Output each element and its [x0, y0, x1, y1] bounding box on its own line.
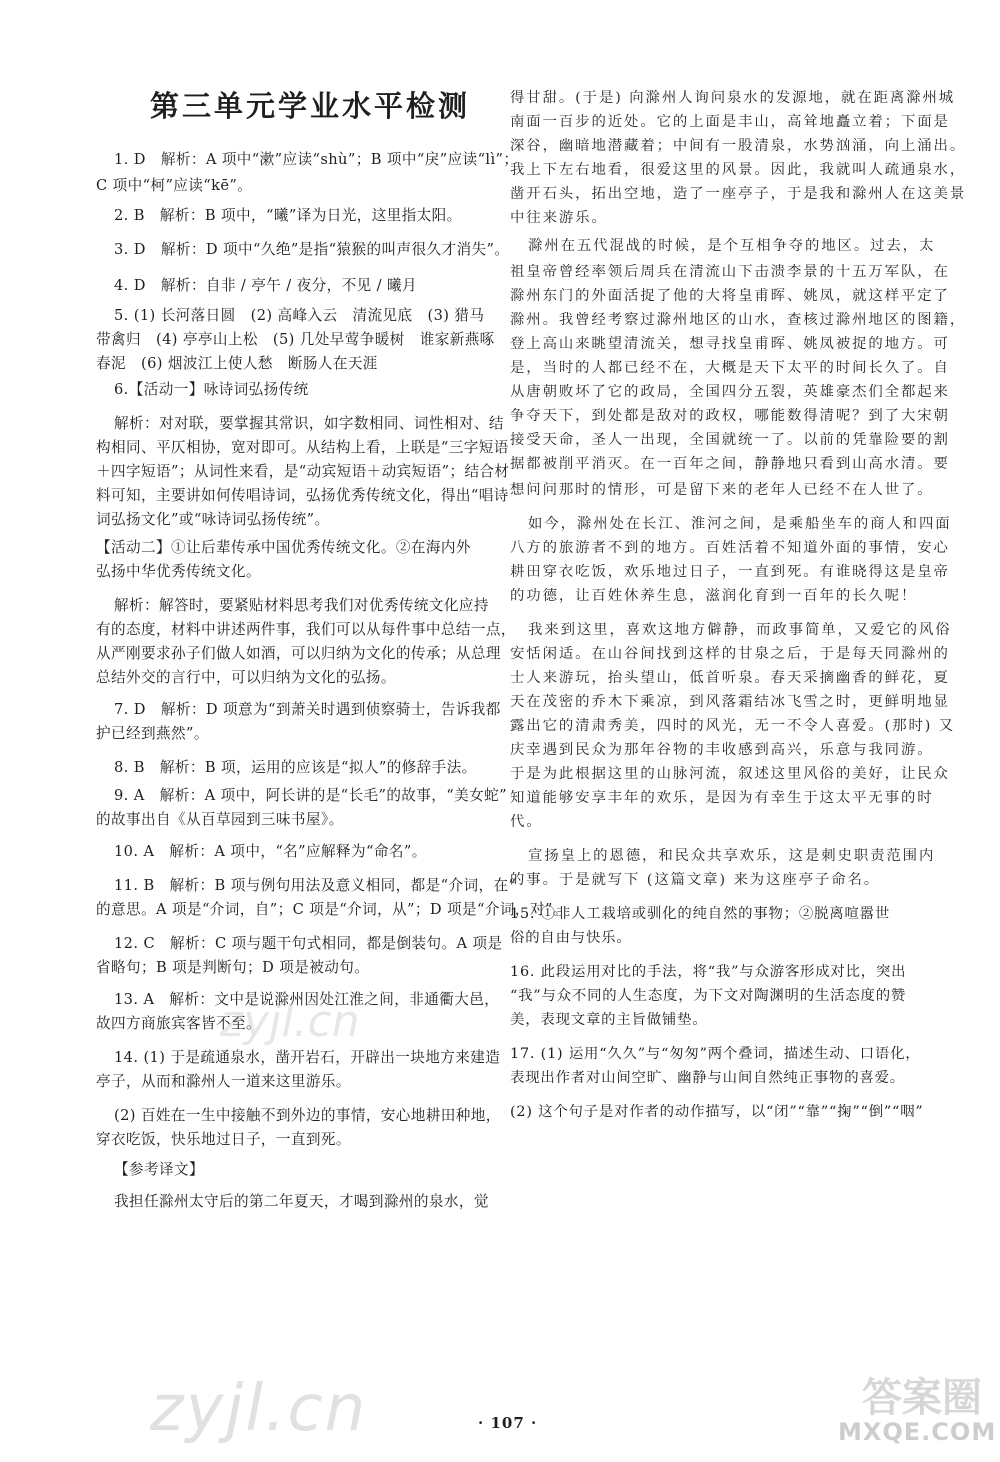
right-text-line: 如今，滁州处在长江、淮河之间，是乘船坐车的商人和四面 — [528, 516, 952, 532]
right-text-line: 从唐朝败坏了它的政局，全国四分五裂，英雄豪杰们全都起来 — [510, 384, 950, 400]
right-text-line: (2) 这个句子是对作者的动作描写，以“闭”“靠”“掬”“倒”“咽” — [510, 1104, 924, 1120]
left-text-line: C 项中“柯”应读“kē”。 — [96, 177, 253, 194]
left-text-line: 9. A 解析：A 项中，阿长讲的是“长毛”的故事，“美女蛇” — [114, 787, 507, 804]
left-text-line: 7. D 解析：D 项意为“到萧关时遇到侦察骑士，告诉我都 — [114, 701, 501, 718]
left-text-line: 弘扬中华优秀传统文化。 — [96, 563, 261, 580]
left-text-line: 构相同、平仄相协，宽对即可。从结构上看，上联是“三字短语 — [96, 439, 509, 456]
right-text-line: 知道能够安享丰年的欢乐，是因为有幸生于这太平无事的时 — [510, 790, 934, 806]
left-text-line: 的意思。A 项是“介词，自”；C 项是“介词，从”；D 项是“介词，对”。 — [96, 901, 568, 918]
page-title: 第三单元学业水平检测 — [150, 89, 471, 123]
right-text-line: 想问问那时的情形，可是留下来的老年人已经不在人世了。 — [510, 482, 934, 498]
left-text-line: 13. A 解析：文中是说滁州因处江淮之间，非通衢大邑， — [114, 991, 500, 1008]
right-text-line: 登上高山来眺望清流关，想寻找皇甫晖、姚凤被捉的地方。可 — [510, 336, 950, 352]
right-text-line: 南面一百步的近处。它的上面是丰山，高耸地矗立着；下面是 — [510, 114, 950, 130]
right-text-line: 于是为此根据这里的山脉河流，叙述这里风俗的美好，让民众 — [510, 766, 950, 782]
left-text-line: (2) 百姓在一生中接触不到外边的事情，安心地耕田种地， — [114, 1107, 501, 1124]
right-text-line: 滁州在五代混战的时候，是个互相争夺的地区。过去，太 — [528, 238, 936, 254]
right-text-line: 庆幸遇到民众为那年谷物的丰收感到高兴，乐意与我同游。 — [510, 742, 934, 758]
left-text-line: 带禽归 (4) 亭亭山上松 (5) 几处早莺争暖树 谁家新燕啄 — [96, 331, 495, 348]
right-text-line: 安恬闲适。在山谷间找到这样的甘泉之后，于是每天同滁州的 — [510, 646, 950, 662]
left-text-line: 5. (1) 长河落日圆 (2) 高峰入云 清流见底 (3) 猎马 — [114, 307, 485, 324]
right-text-line: “我”与众不同的人生态度，为下文对陶渊明的生活态度的赞 — [510, 988, 907, 1004]
left-text-line: 解析：对对联，要掌握其常识，如字数相同、词性相对、结 — [114, 415, 504, 432]
left-text-line: 从严刚要求孙子们做人如酒，可以归纳为文化的传承；从总理 — [96, 645, 501, 662]
left-text-line: 我担任滁州太守后的第二年夏天，才喝到滁州的泉水，觉 — [114, 1193, 489, 1210]
watermark-bottom-left: zyjl.cn — [150, 1372, 368, 1446]
right-text-line: 17. (1) 运用“久久”与“匆匆”两个叠词，描述生动、口语化， — [510, 1046, 921, 1062]
left-text-line: 【活动二】①让后辈传承中国优秀传统文化。②在海内外 — [96, 539, 471, 556]
watermark-logo: 答案圈 — [862, 1375, 982, 1421]
right-text-line: 16. 此段运用对比的手法，将“我”与众游客形成对比，突出 — [510, 964, 907, 980]
right-text-line: 八方的旅游者不到的地方。百姓活着不知道外面的事情，安心 — [510, 540, 950, 556]
left-text-line: 2. B 解析：B 项中，“曦”译为日光，这里指太阳。 — [114, 207, 462, 224]
left-text-line: 11. B 解析：B 项与例句用法及意义相同，都是“介词，在” — [114, 877, 517, 894]
left-text-line: 有的态度，材料中讲述两件事，我们可以从每件事中总结一点， — [96, 621, 516, 638]
right-text-line: 祖皇帝曾经率领后周兵在清流山下击溃李景的十五万军队，在 — [510, 264, 950, 280]
right-text-line: 露出它的清肃秀美，四时的风光，无一不令人喜爱。(那时) 又 — [510, 718, 956, 734]
left-text-line: 总结外交的言行中，可以归纳为文化的弘扬。 — [96, 669, 396, 686]
right-text-line: 滁州。我曾经考察过滁州地区的山水，查核过滁州地区的图籍， — [510, 312, 967, 328]
right-text-line: 争夺天下，到处都是敌对的政权，哪能数得清呢？到了大宋朝 — [510, 408, 950, 424]
left-text-line: 1. D 解析：A 项中“漱”应读“shù”；B 项中“戾”应读“lì”； — [114, 151, 519, 168]
right-text-line: 接受天命，圣人一出现，全国就统一了。以前的凭靠险要的割 — [510, 432, 950, 448]
right-text-line: 凿开石头，拓出空地，造了一座亭子，于是我和滁州人在这美景 — [510, 186, 967, 202]
left-text-line: 10. A 解析：A 项中，“名”应解释为“命名”。 — [114, 843, 427, 860]
left-text-line: 6.【活动一】咏诗词弘扬传统 — [114, 381, 309, 398]
right-text-line: 我来到这里，喜欢这地方僻静，而政事简单，又爱它的风俗 — [528, 622, 952, 638]
right-text-line: 滁州东门的外面活捉了他的大将皇甫晖、姚凤，就这样平定了 — [510, 288, 950, 304]
right-text-line: 中往来游乐。 — [510, 210, 608, 226]
right-text-line: 15. ①非人工栽培或驯化的纯自然的事物；②脱离喧嚣世 — [510, 906, 891, 922]
left-text-line: 词弘扬文化”或“咏诗词弘扬传统”。 — [96, 511, 330, 528]
right-text-line: 代。 — [510, 814, 543, 830]
right-text-line: 天在茂密的乔木下乘凉，到风落霜结冰飞雪之时，更鲜明地显 — [510, 694, 950, 710]
left-text-line: 亭子，从而和滁州人一道来这里游乐。 — [96, 1073, 351, 1090]
left-text-line: 料可知，主要讲如何传唱诗词，弘扬优秀传统文化，得出“唱诗 — [96, 487, 509, 504]
left-text-line: 省略句；B 项是判断句；D 项是被动句。 — [96, 959, 370, 976]
right-text-line: 士人来游玩，抬头望山，低首听泉。春天采摘幽香的鲜花，夏 — [510, 670, 950, 686]
left-text-line: 的故事出自《从百草园到三味书屋》。 — [96, 811, 344, 828]
left-text-line: 8. B 解析：B 项，运用的应该是“拟人”的修辞手法。 — [114, 759, 477, 776]
right-text-line: 是，当时的人都已经不在，大概是天下太平的时间长久了。自 — [510, 360, 950, 376]
left-text-line: 14. (1) 于是疏通泉水，凿开岩石，开辟出一块地方来建造 — [114, 1049, 501, 1066]
left-text-line: 护已经到燕然”。 — [96, 725, 209, 742]
left-text-line: 3. D 解析：D 项中“久绝”是指“猿猴的叫声很久才消失”。 — [114, 241, 510, 258]
left-text-line: ＋四字短语”；从词性来看，是“动宾短语＋动宾短语”；结合材 — [96, 463, 510, 480]
right-text-line: 俗的自由与快乐。 — [510, 930, 632, 946]
left-text-line: 春泥 (6) 烟波江上使人愁 断肠人在天涯 — [96, 355, 378, 372]
left-text-line: 4. D 解析：自非 / 亭午 / 夜分，不见 / 曦月 — [114, 277, 417, 294]
right-text-line: 的事。于是就写下 (这篇文章) 来为这座亭子命名。 — [510, 872, 881, 888]
right-text-line: 宣扬皇上的恩德，和民众共享欢乐，这是刺史职责范围内 — [528, 848, 936, 864]
page-number: · 107 · — [478, 1414, 538, 1432]
right-text-line: 的功德，让百姓休养生息，滋润化育到一百年的长久呢！ — [510, 588, 918, 604]
right-text-line: 耕田穿衣吃饭，欢乐地过日子，一直到死。有谁晓得这是皇帝 — [510, 564, 950, 580]
right-text-line: 我上下左右地看，很爱这里的风景。因此，我就叫人疏通泉水， — [510, 162, 967, 178]
right-text-line: 表现出作者对山间空旷、幽静与山间自然纯正事物的喜爱。 — [510, 1070, 905, 1086]
left-text-line: 穿衣吃饭，快乐地过日子，一直到死。 — [96, 1131, 351, 1148]
watermark-url: MXQE.COM — [838, 1418, 997, 1446]
right-text-line: 深谷，幽暗地潜藏着；中间有一股清泉，水势汹涌，向上涌出。 — [510, 138, 967, 154]
left-text-line: 解析：解答时，要紧贴材料思考我们对优秀传统文化应持 — [114, 597, 489, 614]
watermark-middle: zyjl.cn — [220, 996, 360, 1047]
left-text-line: 【参考译文】 — [114, 1161, 204, 1178]
left-text-line: 12. C 解析：C 项与题干句式相同，都是倒装句。A 项是 — [114, 935, 503, 952]
right-text-line: 得甘甜。(于是) 向滁州人询问泉水的发源地，就在距离滁州城 — [510, 90, 956, 106]
right-text-line: 据都被削平消灭。在一百年之间，静静地只看到山高水清。要 — [510, 456, 950, 472]
left-text-line: 故四方商旅宾客皆不至。 — [96, 1015, 261, 1032]
right-text-line: 美，表现文章的主旨做铺垫。 — [510, 1012, 708, 1028]
